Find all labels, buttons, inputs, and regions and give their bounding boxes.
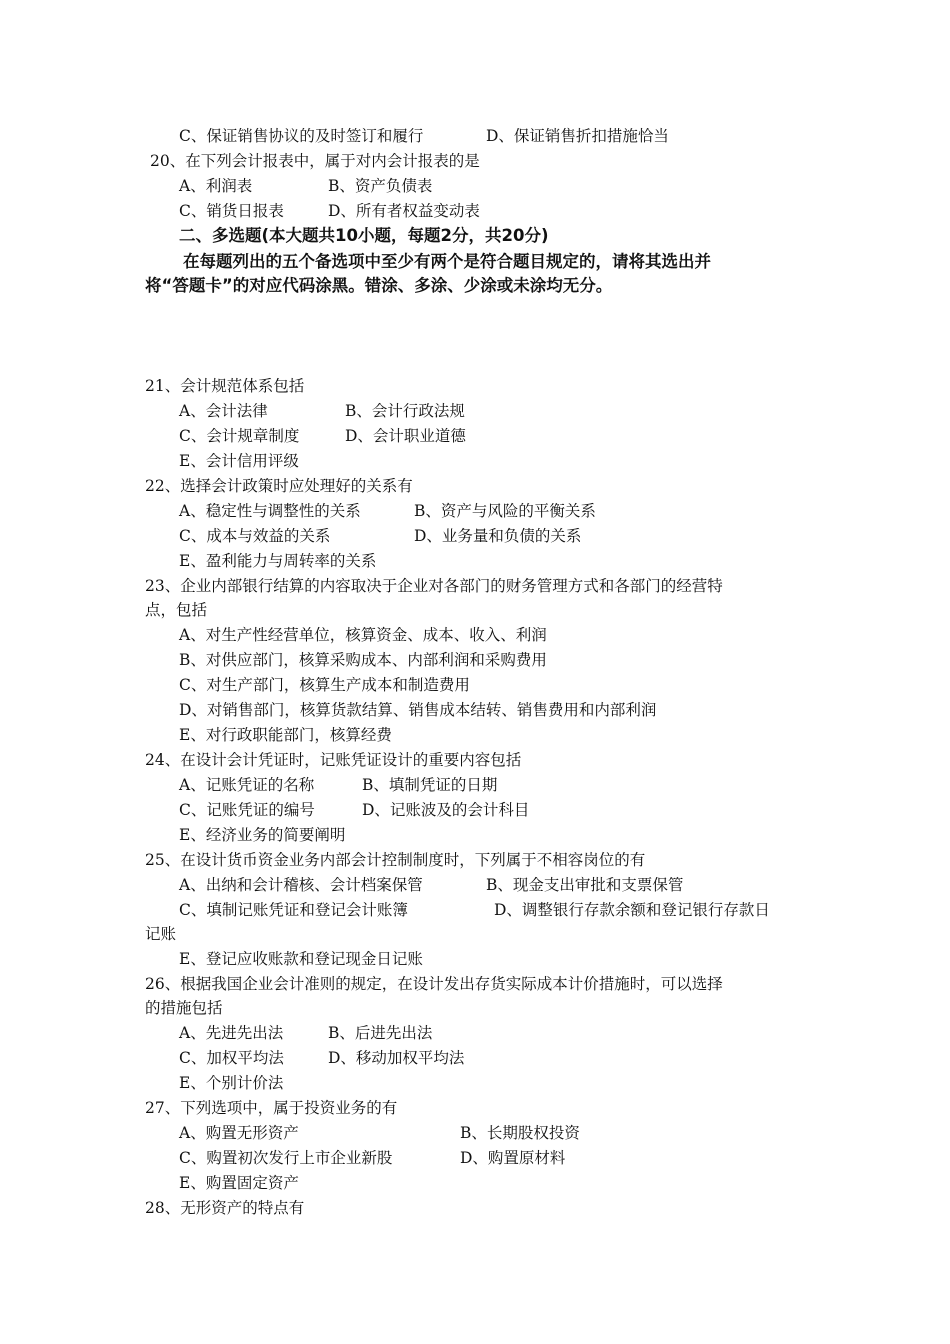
section-instruction-line2: 将“答题卡”的对应代码涂黑。错涂、多涂、少涂或未涂均无分。 (145, 276, 613, 295)
q23-option-b: B、对供应部门，核算采购成本、内部利润和采购费用 (179, 651, 547, 669)
q20-option-b: B、资产负债表 (328, 177, 433, 195)
q22-option-e: E、盈利能力与周转率的关系 (179, 552, 377, 570)
q26-stem-line2: 的措施包括 (145, 999, 223, 1017)
q23-stem-line1: 23、企业内部银行结算的内容取决于企业对各部门的财务管理方式和各部门的经营特 (145, 577, 723, 595)
q25-option-d-line1: D、调整银行存款余额和登记银行存款日 (494, 901, 770, 919)
q25-option-a: A、出纳和会计稽核、会计档案保管 (179, 876, 423, 894)
q27-option-e: E、购置固定资产 (179, 1174, 299, 1192)
q21-option-d: D、会计职业道德 (345, 427, 466, 445)
q22-stem: 22、选择会计政策时应处理好的关系有 (145, 477, 413, 495)
q19-option-c: C、保证销售协议的及时签订和履行 (179, 127, 424, 145)
q27-option-c: C、购置初次发行上市企业新股 (179, 1149, 393, 1167)
q26-option-c: C、加权平均法 (179, 1049, 284, 1067)
q27-stem: 27、下列选项中，属于投资业务的有 (145, 1099, 398, 1117)
q27-option-b: B、长期股权投资 (460, 1124, 580, 1142)
q26-option-e: E、个别计价法 (179, 1074, 284, 1092)
q21-option-c: C、会计规章制度 (179, 427, 300, 445)
q19-option-d: D、保证销售折扣措施恰当 (486, 127, 669, 145)
q27-option-d: D、购置原材料 (460, 1149, 566, 1167)
q20-stem: 20、在下列会计报表中，属于对内会计报表的是 (150, 152, 480, 170)
q24-option-e: E、经济业务的简要阐明 (179, 826, 346, 844)
section-instruction-line1: 在每题列出的五个备选项中至少有两个是符合题目规定的，请将其选出并 (183, 252, 711, 271)
q25-option-d-line2: 记账 (145, 925, 177, 943)
q26-option-b: B、后进先出法 (328, 1024, 433, 1042)
q24-option-a: A、记账凭证的名称 (179, 776, 315, 794)
q21-option-a: A、会计法律 (179, 402, 268, 420)
q21-stem: 21、会计规范体系包括 (145, 377, 305, 395)
q25-option-b: B、现金支出审批和支票保管 (486, 876, 684, 894)
q20-option-a: A、利润表 (179, 177, 253, 195)
q24-stem: 24、在设计会计凭证时，记账凭证设计的重要内容包括 (145, 751, 522, 769)
q26-option-a: A、先进先出法 (179, 1024, 284, 1042)
q25-stem: 25、在设计货币资金业务内部会计控制制度时，下列属于不相容岗位的有 (145, 851, 646, 869)
q22-option-a: A、稳定性与调整性的关系 (179, 502, 361, 520)
q25-option-c: C、填制记账凭证和登记会计账簿 (179, 901, 408, 919)
q24-option-b: B、填制凭证的日期 (362, 776, 498, 794)
q22-option-c: C、成本与效益的关系 (179, 527, 331, 545)
q24-option-c: C、记账凭证的编号 (179, 801, 315, 819)
q23-option-e: E、对行政职能部门，核算经费 (179, 726, 392, 744)
q27-option-a: A、购置无形资产 (179, 1124, 299, 1142)
q24-option-d: D、记账波及的会计科目 (362, 801, 530, 819)
q22-option-d: D、业务量和负债的关系 (414, 527, 582, 545)
q26-option-d: D、移动加权平均法 (328, 1049, 465, 1067)
section-heading: 二、多选题(本大题共10小题，每题2分，共20分) (179, 226, 549, 245)
q22-option-b: B、资产与风险的平衡关系 (414, 502, 596, 520)
q23-option-d: D、对销售部门，核算货款结算、销售成本结转、销售费用和内部利润 (179, 701, 657, 719)
q23-option-c: C、对生产部门，核算生产成本和制造费用 (179, 676, 470, 694)
q20-option-d: D、所有者权益变动表 (328, 202, 480, 220)
q21-option-e: E、会计信用评级 (179, 452, 299, 470)
q21-option-b: B、会计行政法规 (345, 402, 465, 420)
q20-option-c: C、销货日报表 (179, 202, 284, 220)
q28-stem: 28、无形资产的特点有 (145, 1199, 305, 1217)
q23-option-a: A、对生产性经营单位，核算资金、成本、收入、利润 (179, 626, 547, 644)
q26-stem-line1: 26、根据我国企业会计准则的规定，在设计发出存货实际成本计价措施时，可以选择 (145, 975, 723, 993)
q23-stem-line2: 点，包括 (145, 601, 208, 619)
q25-option-e: E、登记应收账款和登记现金日记账 (179, 950, 423, 968)
